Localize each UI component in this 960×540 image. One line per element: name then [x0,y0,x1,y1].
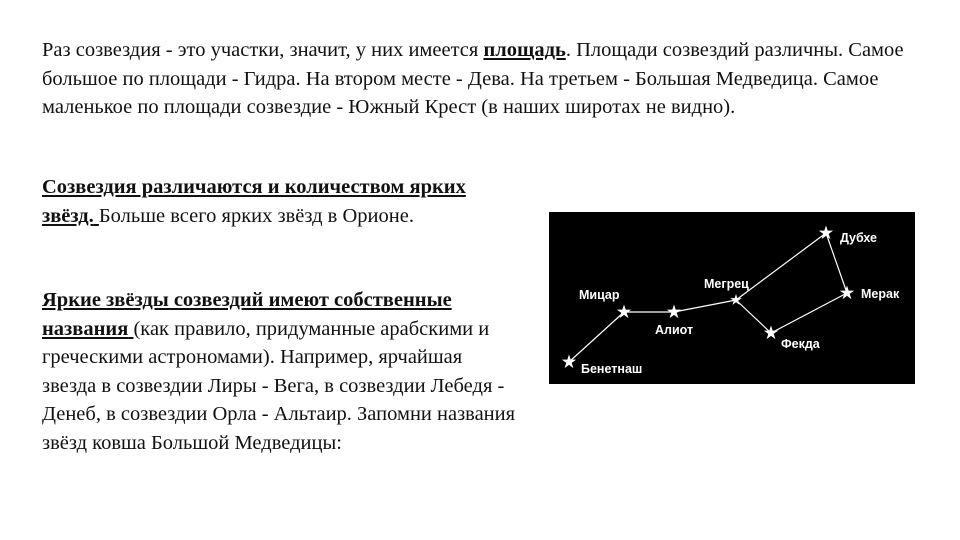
star-names-text: (как правило, придуманные арабскими и греческими астрономами). Например, ярчайшая звезда в созвездии Лиры - Вега, в созвездии Лебедя - Денеб, в созвездии Орла - Альтаир. Запомни названия звёзд ковша Большой Медведицы: [42,317,516,454]
bright-stars-paragraph [42,173,512,230]
big-dipper-svg [549,212,915,384]
star-names-paragraph [42,286,517,458]
star-label-benetnash: Бенетнаш [581,362,643,376]
star-megrez [704,277,749,305]
star-merak-icon [840,286,854,300]
star-label-merak: Мерак [861,287,900,301]
intro-text-end: . Площади созвездий различны. Самое большое по площади - Гидра. На втором месте - Дева. На третьем - Большая Медведица. Самое маленькое по площади созвездие - Южный Крест (в наших широтах не видно). [42,39,904,119]
star-benetnash-icon [562,355,576,369]
star-label-alioth: Алиот [655,323,694,337]
star-label-mizar: Мицар [579,288,620,302]
intro-paragraph [42,36,922,122]
star-phecda [764,326,821,352]
big-dipper-diagram [549,212,915,384]
bright-stars-heading: Созвездия различаются и количеством ярких звёзд. [42,176,466,227]
intro-text-start: Раз созвездия - это участки, значит, у них имеется [42,39,484,61]
star-mizar [579,288,631,318]
star-names-heading: Яркие звёзды созвездий имеют собственные названия [42,289,452,340]
bright-stars-text: Больше всего ярких звёзд в Орионе. [98,204,414,227]
star-label-phecda: Фекда [781,337,820,351]
star-dubhe [819,226,877,246]
star-label-megrez: Мегрец [704,277,749,291]
star-merak [840,286,900,302]
area-term: площадь [483,39,566,61]
star-label-dubhe: Дубхе [840,231,878,245]
